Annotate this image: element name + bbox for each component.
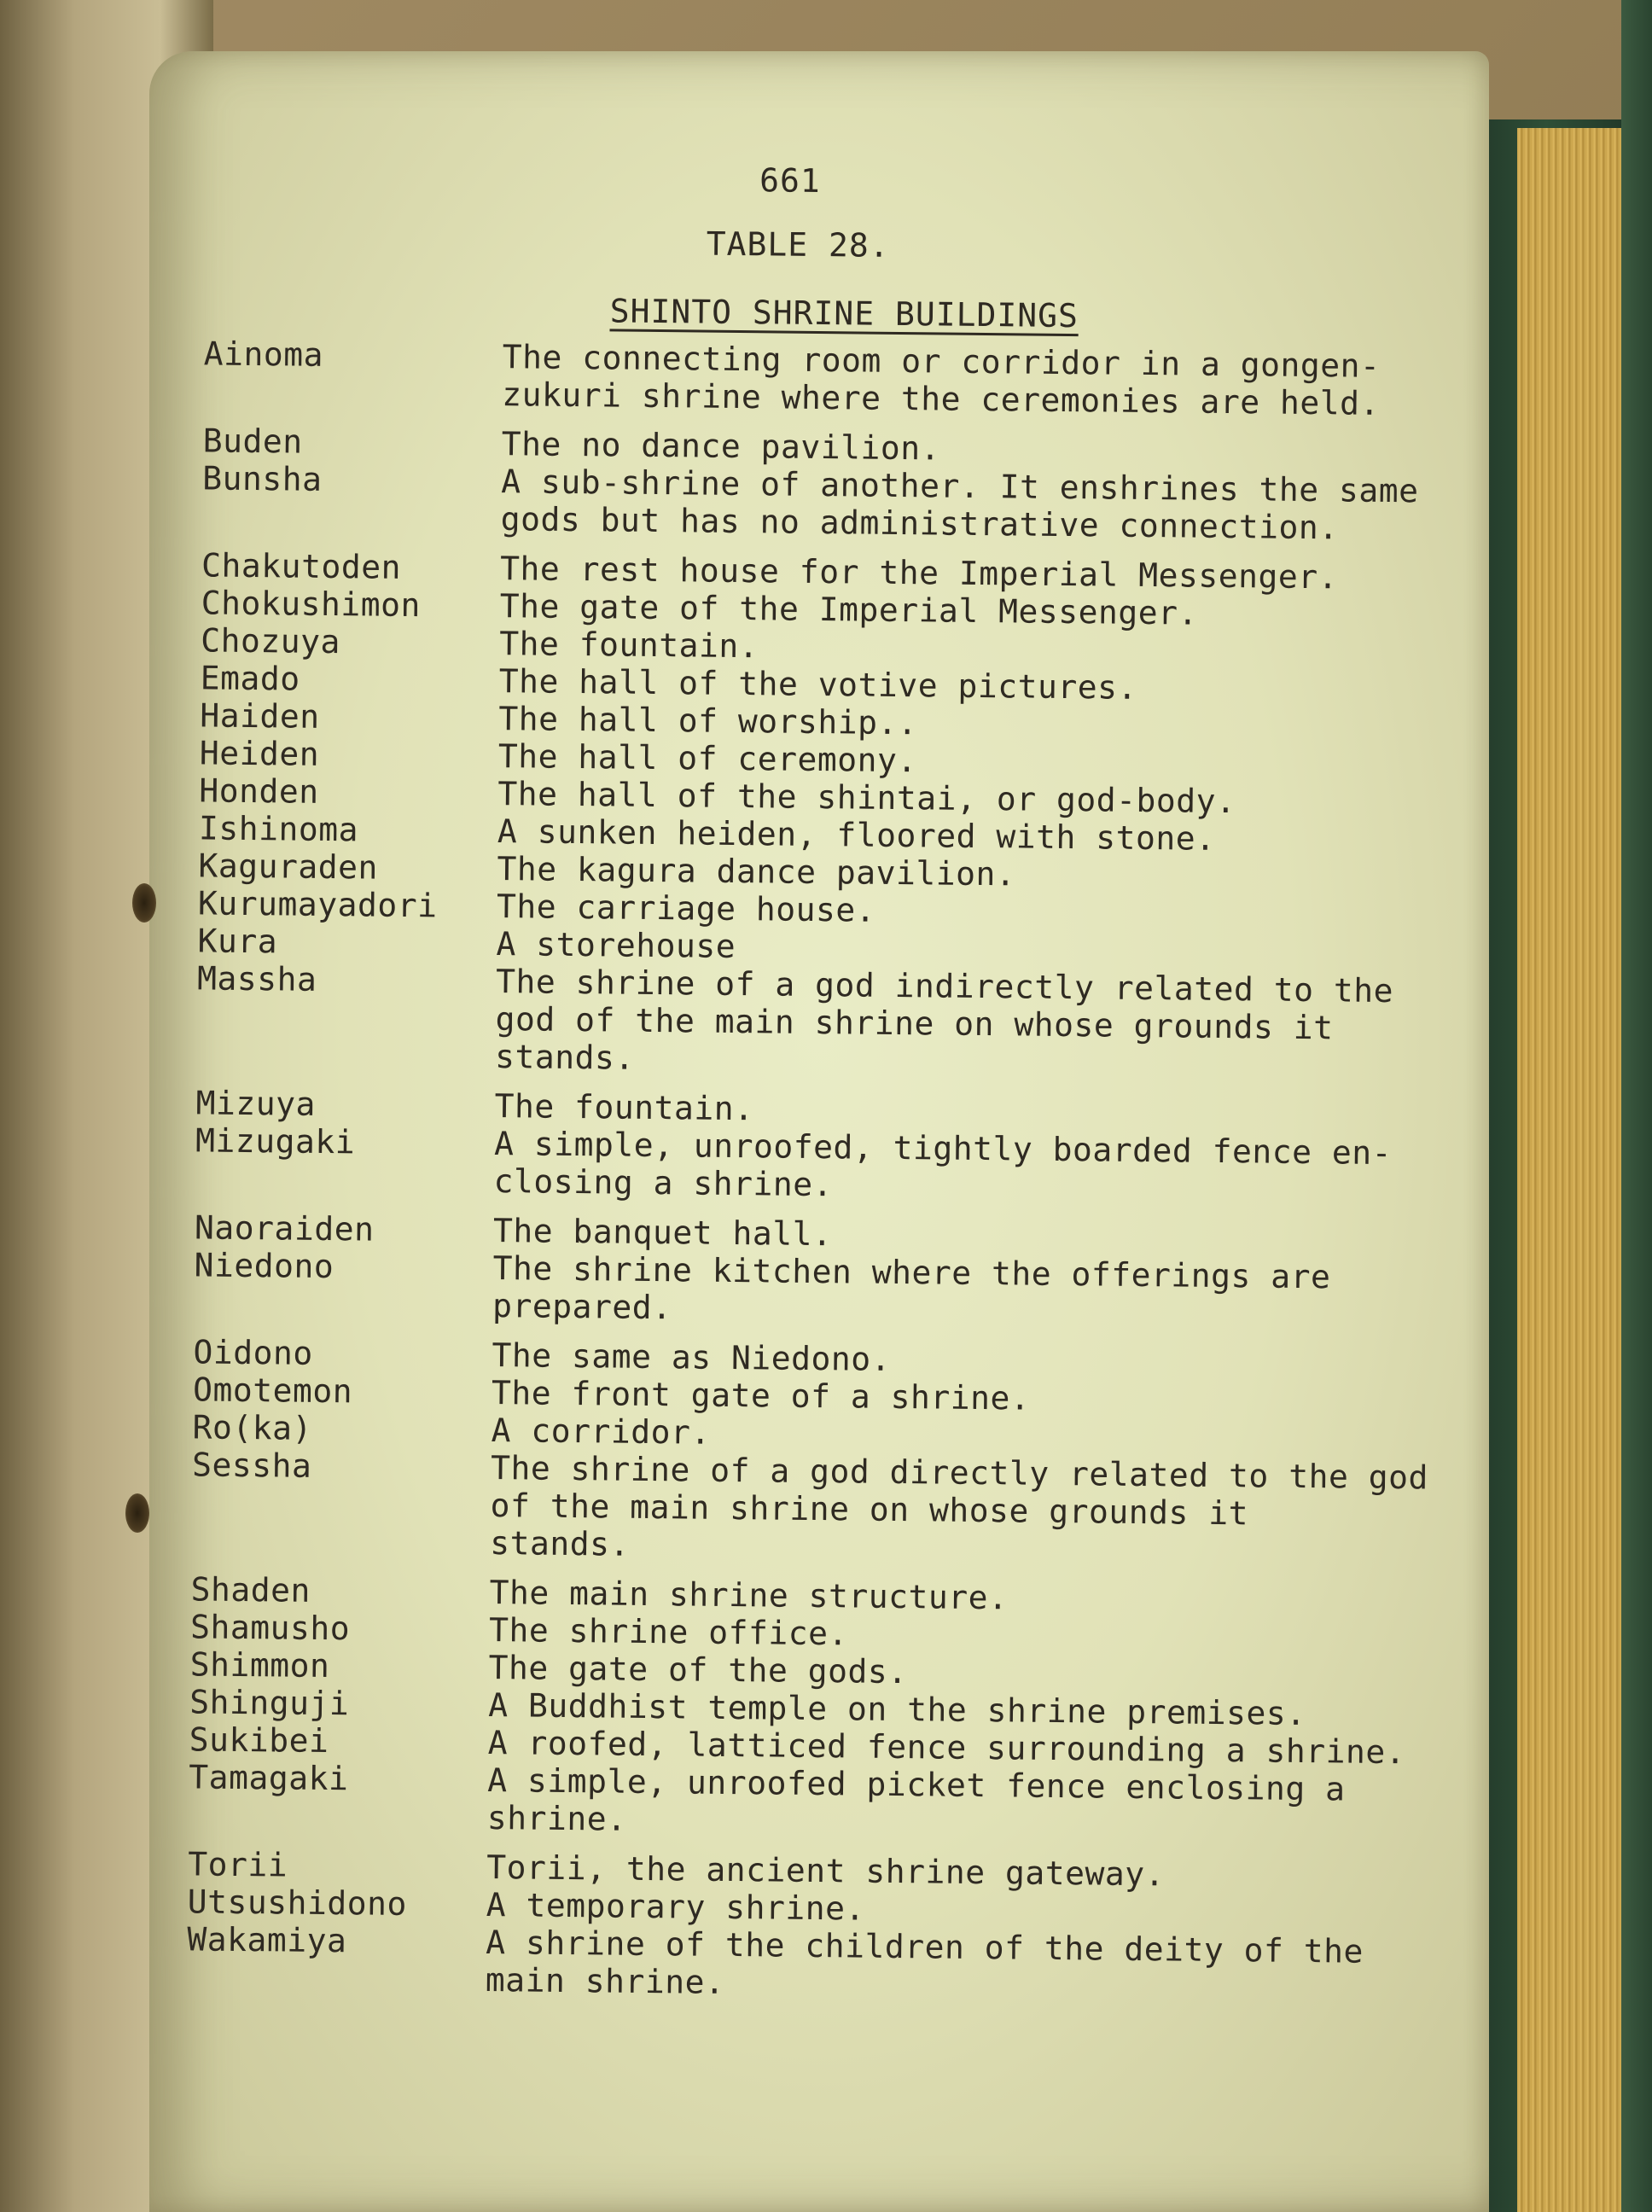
entry-term: Ainoma [203,335,324,374]
entry-term: Ro(ka) [192,1408,313,1447]
page-edges [1517,128,1628,2212]
book-page [149,51,1489,2212]
entry-term: Niedono [194,1246,334,1286]
entry-term: Heiden [199,734,320,773]
glossary-entry [189,1758,1452,1846]
entry-definition: The no dance pavilion. [501,425,941,468]
entry-definition: The carriage house. [496,888,876,929]
entry-term: Massha [196,959,317,998]
entry-term: Mizugaki [195,1121,356,1161]
entry-definition: The shrine of a god indirectly related to the god of the main shrine on whose grounds it stands. [494,963,1394,1077]
entry-definition: The gate of the gods. [488,1649,908,1691]
entry-definition: The front gate of a shrine. [491,1374,1031,1417]
entry-term: Kurumayadori [197,884,438,925]
entry-definition: A Buddhist temple on the shrine premises. [487,1686,1306,1733]
entry-term: Sukibei [189,1720,329,1761]
entry-term: Kura [197,922,278,961]
entry-definition: The banquet hall. [492,1212,833,1254]
entry-definition: A storehouse [496,925,736,965]
entry-term: Ishinoma [198,809,359,849]
entry-definition: The hall of the shintai, or god-body. [497,775,1236,821]
entry-definition: The hall of ceremony. [497,737,918,780]
entry-definition: The shrine of a god directly related to the god of the main shrine on whose grounds it stands. [489,1449,1429,1563]
glossary-list [187,335,1467,2008]
entry-term: Shamusho [189,1608,351,1648]
entry-term: Utsushidono [187,1883,408,1924]
entry-term: Emado [200,659,300,698]
entry-definition: A simple, unroofed picket fence enclosing a shrine. [486,1761,1346,1838]
entry-definition: The shrine kitchen where the offerings are prepared. [492,1249,1331,1327]
entry-term: Oidono [193,1333,314,1372]
table-title: TABLE 28. [706,224,890,265]
entry-definition: The main shrine structure. [489,1574,1009,1617]
entry-term: Omotemon [192,1371,353,1411]
entry-term: Sessha [191,1446,312,1485]
glossary-entry [195,1121,1458,1209]
entry-term: Buden [202,422,303,461]
entry-term: Chakutoden [201,546,402,586]
entry-definition: The hall of the votive pictures. [498,662,1138,707]
entry-term: Honden [199,771,319,811]
entry-term: Wakamiya [187,1920,347,1960]
entry-definition: The connecting room or corridor in a gongen- zukuri shrine where the ceremonies are held. [502,338,1381,422]
glossary-entry [196,959,1460,1085]
glossary-entry [194,1246,1457,1334]
page-text [134,44,1495,2106]
entry-term: Kaguraden [198,847,379,887]
entry-definition: The kagura dance pavilion. [497,850,1016,894]
entry-term: Bunsha [202,459,323,498]
entry-definition: Torii, the ancient shrine gateway. [486,1848,1166,1894]
entry-term: Shinguji [189,1683,350,1723]
entry-term: Chozuya [201,621,341,661]
entry-definition: The hall of worship.. [498,700,918,742]
adjacent-book-cover [1621,0,1652,2212]
entry-term: Naoraiden [194,1208,375,1249]
entry-term: Tamagaki [189,1758,349,1798]
glossary-entry [187,1920,1451,2008]
entry-definition: The gate of the Imperial Messenger. [499,587,1199,632]
glossary-entry [202,459,1466,547]
entry-definition: The rest house for the Imperial Messenger. [499,550,1339,597]
entry-term: Shimmon [189,1645,330,1685]
entry-definition: The same as Niedono. [492,1336,892,1378]
entry-term: Shaden [190,1570,311,1610]
entry-definition: A sub-shrine of another. It enshrines the same gods but has no administrative connection. [500,463,1419,547]
entry-definition: A simple, unroofed, tightly boarded fence en- closing a shrine. [493,1125,1393,1204]
page-number: 661 [759,161,821,200]
entry-term: Torii [188,1845,288,1884]
entry-definition: A roofed, latticed fence surrounding a shrine. [487,1724,1406,1772]
entry-definition: The shrine office. [488,1611,849,1653]
entry-term: Haiden [200,696,320,736]
glossary-entry [191,1446,1455,1571]
glossary-entry [203,335,1467,422]
entry-term: Chokushimon [201,584,422,625]
section-title: SHINTO SHRINE BUILDINGS [609,292,1079,335]
entry-definition: A shrine of the children of the deity of the main shrine. [485,1923,1364,2001]
entry-definition: A sunken heiden, floored with stone. [497,812,1216,858]
entry-definition: The fountain. [499,625,759,666]
entry-definition: The fountain. [494,1087,754,1128]
entry-definition: A temporary shrine. [486,1885,866,1928]
entry-term: Mizuya [195,1084,317,1123]
entry-definition: A corridor. [491,1412,711,1452]
